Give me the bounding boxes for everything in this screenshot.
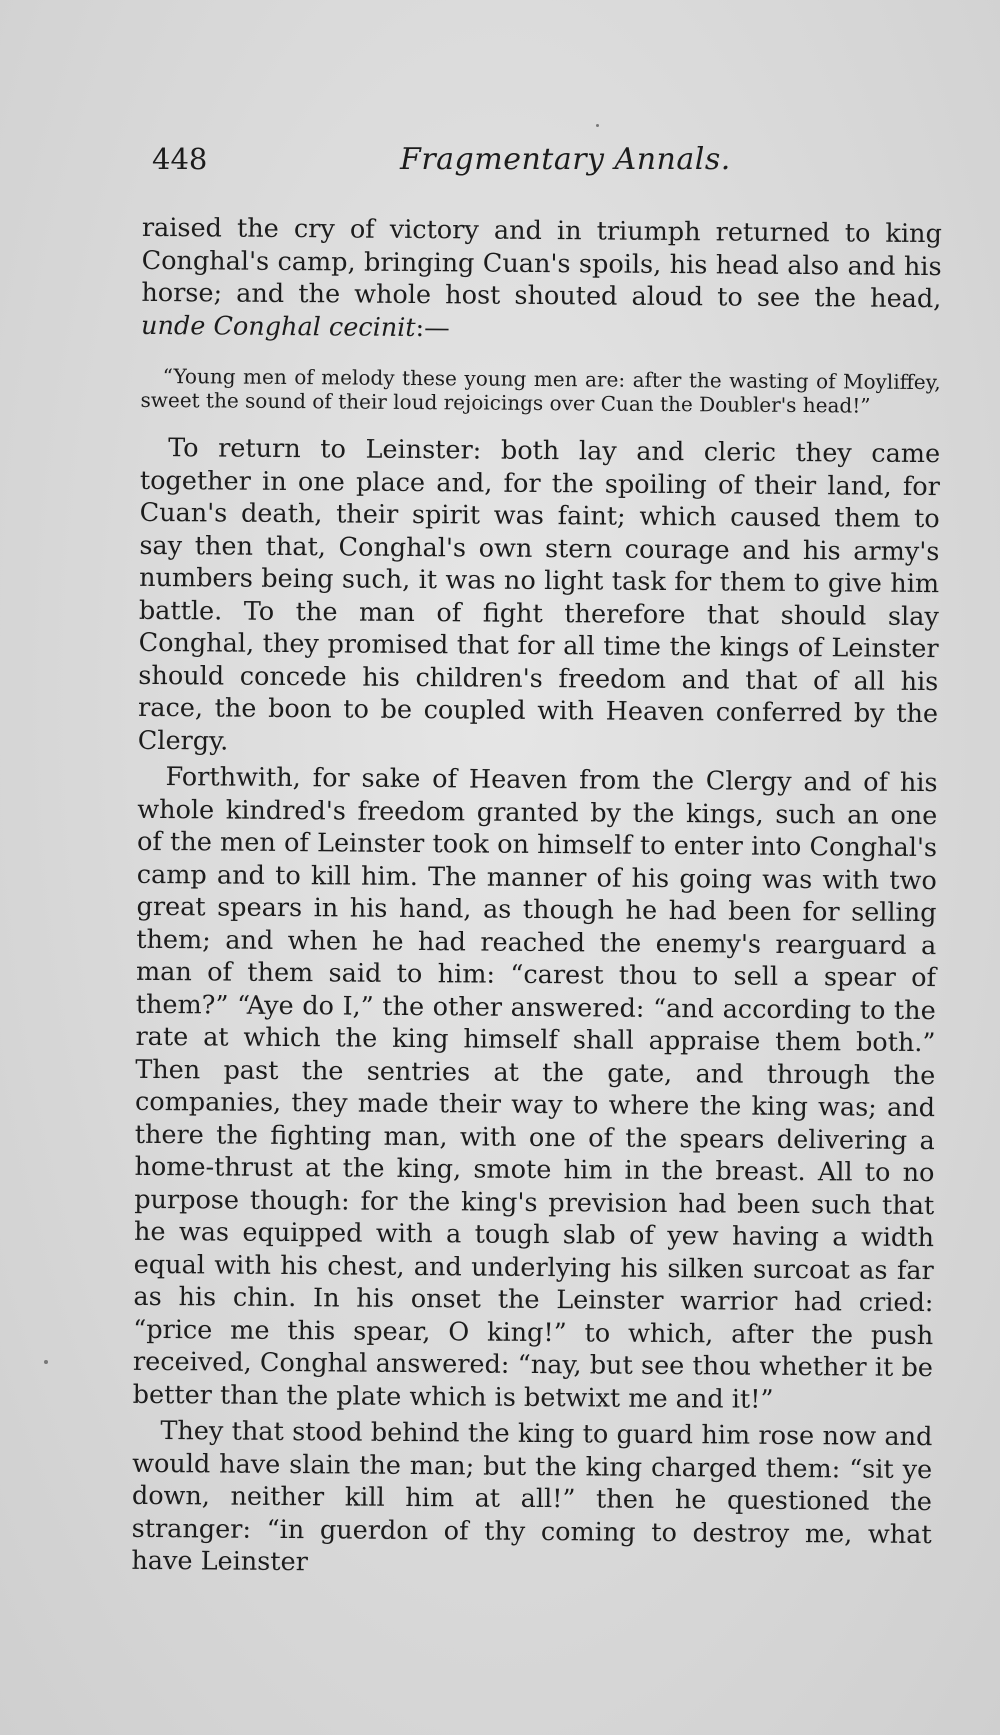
page-header [150,142,950,182]
paragraph-1-text: raised the cry of victory and in triumph returned to king Conghal's camp, bringing Cuan's spoils, his head also and his horse; and the whole host shouted aloud to see the head, [141,212,942,315]
paragraph-1-tail: :— [415,312,450,343]
paragraph-1 [141,212,942,348]
page-number: 448 [152,142,208,176]
paragraph-2: To return to Leinster: both lay and cleric they came together in one place and, for the spoiling of their land, for Cuan's death, their spirit was faint; which caused them to say then that, Conghal's own stern courage and his army's numbers being such, it was no light task for them to give him battle. To the man of fight therefore that should slay Conghal, they promised that for all time the kings of Leinster should concede his children's freedom and that of all his race, the boon to be coupled with Heaven conferred by the Clergy. [137,433,941,757]
running-title: Fragmentary Annals. [400,142,731,177]
paragraph-1-italic: unde Conghal cecinit [141,310,416,343]
paragraph-3: Forthwith, for sake of Heaven from the Clergy and of his whole kindred's freedom granted by the kings, such an one of the men of Leinster took on himself to enter into Conghal's camp and to kill him. The manner of his going was with two great spears in his hand, as though he had been for selling them; and when he had reached the enemy's rearguard a man of them said to him: “carest thou to sell a spear of them?” “Aye do I,” the other answered: “and according to the rate at which the king himself shall appraise them both.” Then past the sentries at the gate, and through the companies, they made their way to where the king was; and there the fighting man, with one of the spears delivering a home-thrust at the king, smote him in the breast. All to no purpose though: for the king's prevision had been such that he was equipped with a tough slab of yew having a width equal with his chest, and underlying his silken surcoat as far as his chin. In his onset the Leinster warrior had cried: “price me this spear, O king!” to which, after the push received, Conghal answered: “nay, but see thou whether it be better than the plate which is betwixt me and it!” [132,762,938,1415]
body-text [131,212,942,1584]
paper-speck [596,124,599,127]
paragraph-4: They that stood behind the king to guard him rose now and would have slain the man; but the king charged them: “sit ye down, neither kill him at all!” then he questioned the stranger: “in guerdon of thy coming to destroy me, what have Leinster [131,1416,933,1578]
paper-speck [44,1360,48,1364]
verse-quote: “Young men of melody these young men are: after the wasting of Moyliffey, sweet the sound of their loud rejoicings over Cuan the Doubler's head!” [140,364,941,418]
